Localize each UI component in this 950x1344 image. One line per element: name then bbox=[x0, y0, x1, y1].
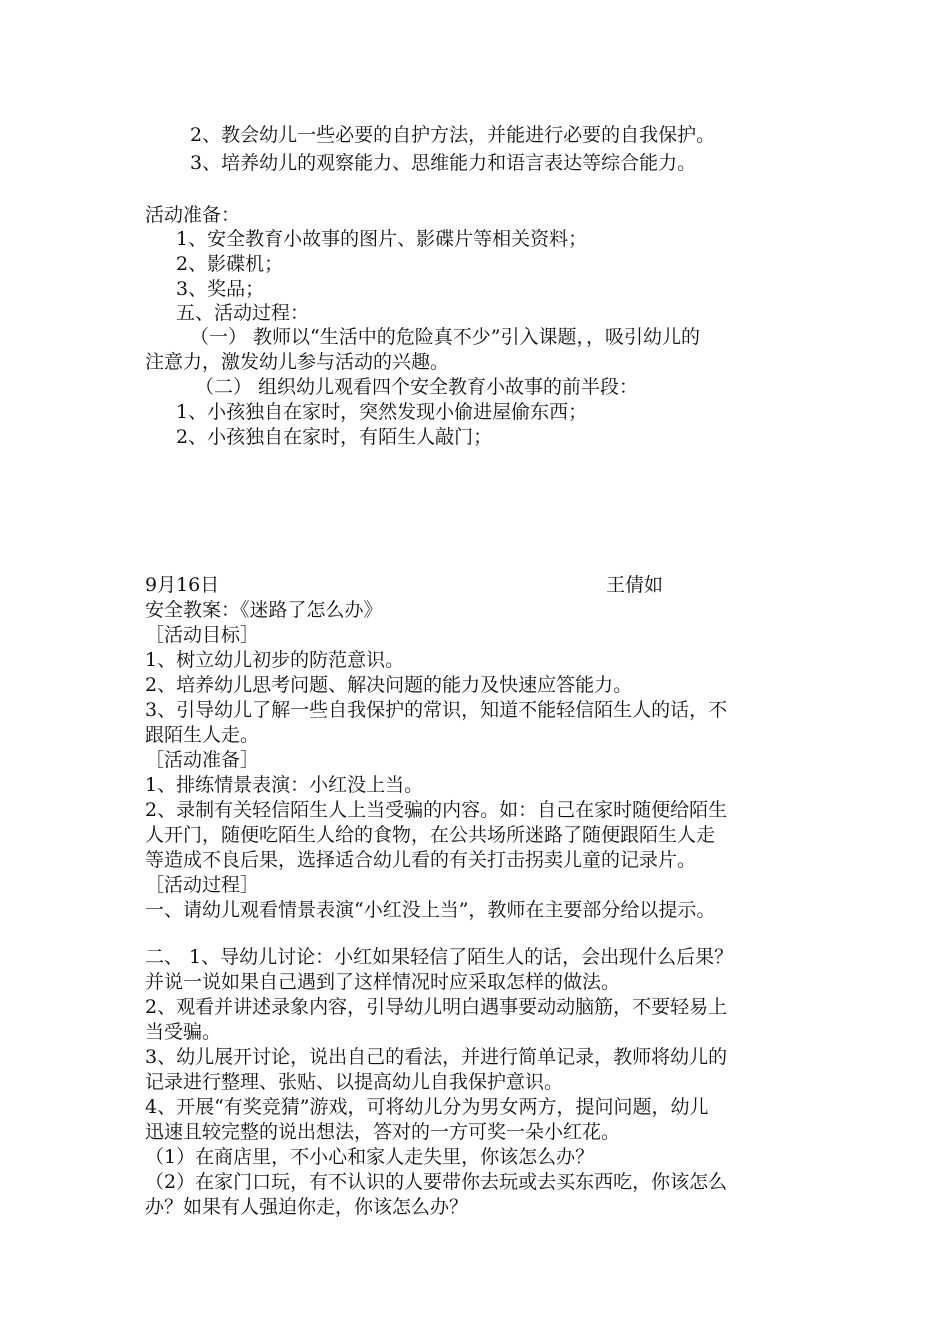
process-item-5-line-a: 4、开展“有奖竞猜”游戏，可将幼儿分为男女两方，提问问题，幼儿 bbox=[145, 1096, 709, 1118]
process-item-3-line-b: 当受骗。 bbox=[145, 1021, 222, 1043]
question-1: （1）在商店里，不小心和家人走失里，你该怎么办？ bbox=[145, 1146, 595, 1168]
prep-item-1: 1、安全教育小故事的图片、影碟片等相关资料； bbox=[176, 228, 588, 250]
process-heading: 五、活动过程： bbox=[176, 302, 310, 324]
prep-item-2-2-line-c: 等造成不良后果，选择适合幼儿看的有关打击拐卖儿童的记录片。 bbox=[145, 849, 697, 871]
prep-item-2-2-line-b: 人开门，随便吃陌生人给的食物，在公共场所迷路了随便跟陌生人走 bbox=[145, 824, 716, 846]
author-name: 王倩如 bbox=[606, 574, 664, 596]
story-1-text: 1、小孩独自在家时，突然发现小偷进屋偷东西； bbox=[176, 401, 588, 423]
question-2-line-a: （2）在家门口玩，有不认识的人要带你去玩或去买东西吃，你该怎么 bbox=[145, 1171, 728, 1193]
prep-item-3: 3、奖品； bbox=[176, 278, 265, 300]
process-item-2-line-b: 并说一说如果自己遇到了这样情况时应采取怎样的做法。 bbox=[145, 971, 621, 993]
question-2-line-b: 办？如果有人强迫你走，你该怎么办？ bbox=[145, 1196, 469, 1218]
process-item-3-line-a: 2、观看并讲述录象内容，引导幼儿明白遇事要动动脑筋，不要轻易上 bbox=[145, 996, 728, 1018]
prep-heading: 活动准备： bbox=[145, 204, 241, 226]
step-2-text: （二） 组织幼儿观看四个安全教育小故事的前半段： bbox=[195, 376, 639, 398]
goal-item-3-line-b: 跟陌生人走。 bbox=[145, 724, 260, 746]
goal-item-1: 1、树立幼儿初步的防范意识。 bbox=[145, 649, 405, 671]
lesson-title: 安全教案：《迷路了怎么办》 bbox=[145, 599, 383, 621]
goal-item-2: 2、培养幼儿思考问题、解决问题的能力及快速应答能力。 bbox=[145, 674, 633, 696]
process-item-1: 一、请幼儿观看情景表演“小红没上当”，教师在主要部分给以提示。 bbox=[145, 899, 716, 921]
step-1-line-a: （一） 教师以“生活中的危险真不少”引入课题，，吸引幼儿的 bbox=[190, 326, 700, 348]
prep-item-2-2-line-a: 2、录制有关轻信陌生人上当受骗的内容。如：自己在家时随便给陌生 bbox=[145, 799, 728, 821]
story-2-text: 2、小孩独自在家时，有陌生人敲门； bbox=[176, 426, 493, 448]
prep-heading-2: ［活动准备］ bbox=[145, 749, 260, 771]
goals-heading: ［活动目标］ bbox=[145, 624, 260, 646]
process-item-2-line-a: 二、 1、导幼儿讨论：小红如果轻信了陌生人的话，会出现什么后果？ bbox=[145, 946, 734, 968]
goal-item-3-line-a: 3、引导幼儿了解一些自我保护的常识，知道不能轻信陌生人的话，不 bbox=[145, 699, 728, 721]
goal-2-text: 2、教会幼儿一些必要的自护方法，并能进行必要的自我保护。 bbox=[190, 124, 716, 146]
process-item-4-line-b: 记录进行整理、张贴、以提高幼儿自我保护意识。 bbox=[145, 1071, 564, 1093]
date-text: 9月16日 bbox=[145, 574, 220, 596]
process-item-4-line-a: 3、幼儿展开讨论，说出自己的看法，并进行简单记录，教师将幼儿的 bbox=[145, 1046, 728, 1068]
step-1-line-b: 注意力，激发幼儿参与活动的兴趣。 bbox=[145, 351, 450, 373]
process-item-5-line-b: 迅速且较完整的说出想法，答对的一方可奖一朵小红花。 bbox=[145, 1121, 621, 1143]
goal-3-text: 3、培养幼儿的观察能力、思维能力和语言表达等综合能力。 bbox=[190, 152, 697, 174]
prep-item-2-1: 1、排练情景表演：小红没上当。 bbox=[145, 774, 424, 796]
process-heading-2: ［活动过程］ bbox=[145, 874, 260, 896]
prep-item-2: 2、影碟机； bbox=[176, 253, 284, 275]
